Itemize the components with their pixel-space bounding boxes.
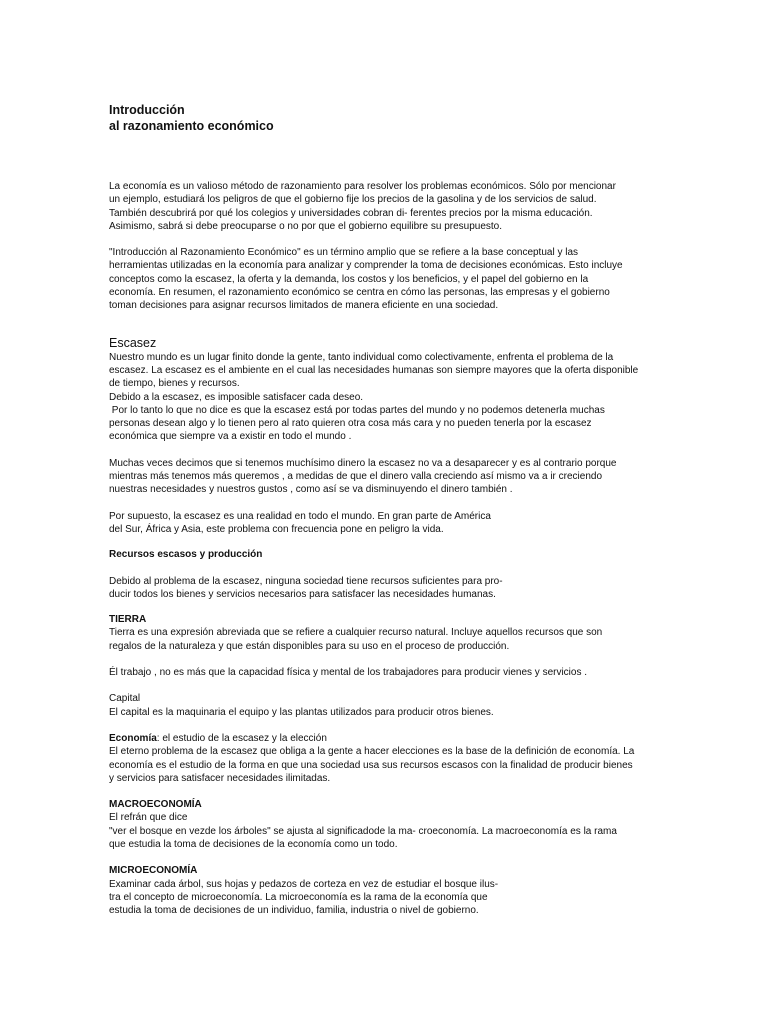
- text-line: escasez. La escasez es el ambiente en el cual las necesidades humanas son siempre mayores que la oferta disponible: [109, 364, 639, 376]
- macroeconomia-paragraph: [109, 811, 657, 851]
- text-line: Por supuesto, la escasez es una realidad en todo el mundo. En gran parte de América: [109, 510, 491, 522]
- text-line: mientras más tenemos más queremos , a medidas de que el dinero valla creciendo así mismo va a ir creciendo: [109, 471, 603, 483]
- economia-heading-rest: : el estudio de la escasez y la elección: [156, 732, 327, 744]
- intro-paragraph-1: [109, 180, 657, 233]
- text-line: El capital es la maquinaria el equipo y las plantas utilizados para producir otros bienes.: [109, 706, 494, 718]
- text-line: toman decisiones para asignar recursos limitados de manera eficiente en una sociedad.: [109, 300, 499, 312]
- text-line: nuestras necesidades y nuestros gustos , como así se va disminuyendo el dinero también .: [109, 484, 513, 496]
- economia-heading-bold: Economía: [109, 732, 157, 744]
- capital-paragraph: [109, 706, 657, 719]
- text-line: El eterno problema de la escasez que obliga a la gente a hacer elecciones es la base de la definición de economía. La: [109, 746, 635, 758]
- text-line: Tierra es una expresión abreviada que se refiere a cualquier recurso natural. Incluye aquellos recursos que son: [109, 627, 603, 639]
- tierra-paragraph-1: [109, 626, 657, 653]
- text-line: Por lo tanto lo que no dice es que la escasez está por todas partes del mundo y no podemos detenerla muchas: [109, 404, 605, 416]
- title-line-1: Introducción: [109, 103, 185, 117]
- text-line: económica que siempre va a existir en todo el mundo .: [109, 431, 352, 443]
- text-line: Debido al problema de la escasez, ninguna sociedad tiene recursos suficientes para pro-: [109, 575, 503, 587]
- recursos-heading: Recursos escasos y producción: [109, 549, 263, 561]
- escasez-heading: Escasez: [109, 335, 157, 350]
- trabajo-paragraph: [109, 666, 657, 679]
- microeconomia-paragraph: [109, 878, 657, 918]
- text-line: economía es el estudio de la forma en que una sociedad usa sus recursos escasos con la finalidad de producir bienes: [109, 759, 633, 771]
- tierra-heading: TIERRA: [109, 614, 147, 626]
- text-line: de tiempo, bienes y recursos.: [109, 378, 240, 390]
- escasez-paragraph-2: [109, 457, 657, 497]
- text-line: del Sur, África y Asia, este problema con frecuencia pone en peligro la vida.: [109, 523, 444, 535]
- text-line: herramientas utilizadas en la economía para analizar y comprender la toma de decisiones económicas. Esto incluye: [109, 260, 623, 272]
- text-line: conceptos como la escasez, la oferta y la demanda, los costos y los beneficios, y el papel del gobierno en la: [109, 273, 589, 285]
- economia-paragraph: [109, 745, 657, 785]
- text-line: regalos de la naturaleza y que están disponibles para su uso en el proceso de producción.: [109, 640, 510, 652]
- intro-paragraph-2: [109, 246, 657, 312]
- text-line: También descubrirá por qué los colegios y universidades cobran di- ferentes precios por la misma educación.: [109, 207, 593, 219]
- text-line: ducir todos los bienes y servicios necesarios para satisfacer las necesidades humanas.: [109, 588, 496, 600]
- capital-heading: Capital: [109, 693, 141, 705]
- economia-heading: [109, 732, 657, 745]
- text-line: estudia la toma de decisiones de un individuo, familia, industria o nivel de gobierno.: [109, 905, 479, 917]
- text-line: La economía es un valioso método de razonamiento para resolver los problemas económicos. Sólo por mencionar: [109, 181, 616, 192]
- document-page: [109, 102, 657, 917]
- macroeconomia-heading: MACROECONOMÍA: [109, 799, 202, 811]
- text-line: Asimismo, sabrá si debe preocuparse o no por que el gobierno equilibre su presupuesto.: [109, 220, 503, 232]
- text-line: Muchas veces decimos que si tenemos muchísimo dinero la escasez no va a desaparecer y es al contrario porque: [109, 457, 617, 469]
- text-line: personas desean algo y lo tienen pero al rato quieren otra cosa más cara y no pueden tenerla por la escasez: [109, 418, 592, 430]
- document-title: [109, 102, 657, 134]
- escasez-paragraph-1: [109, 351, 657, 444]
- text-line: Nuestro mundo es un lugar finito donde la gente, tanto individual como colectivamente, enfrenta el problema de la: [109, 351, 614, 363]
- text-line: El refrán que dice: [109, 812, 188, 824]
- microeconomia-heading: MICROECONOMÍA: [109, 865, 198, 877]
- text-line: "Introducción al Razonamiento Económico" es un término amplio que se refiere a la base conceptual y las: [109, 247, 579, 259]
- recursos-paragraph: [109, 575, 657, 602]
- text-line: "ver el bosque en vezde los árboles" se ajusta al significadode la ma- croeconomía. La macroeconomía es la rama: [109, 825, 617, 837]
- text-line: tra el concepto de microeconomía. La microeconomía es la rama de la economía que: [109, 891, 488, 903]
- text-line: Examinar cada árbol, sus hojas y pedazos de corteza en vez de estudiar el bosque ilus-: [109, 878, 499, 890]
- text-line: y servicios para satisfacer necesidades ilimitadas.: [109, 772, 331, 784]
- text-line: que estudia la toma de decisiones de la economía como un todo.: [109, 838, 398, 850]
- title-line-2: al razonamiento económico: [109, 119, 274, 133]
- escasez-paragraph-3: [109, 510, 657, 537]
- text-line: Él trabajo , no es más que la capacidad física y mental de los trabajadores para producir vienes y servicios .: [109, 667, 588, 679]
- text-line: Debido a la escasez, es imposible satisfacer cada deseo.: [109, 391, 364, 403]
- text-line: un ejemplo, estudiará los peligros de que el gobierno fije los precios de la gasolina y de los servicios de salud.: [109, 194, 597, 206]
- text-line: economía. En resumen, el razonamiento económico se centra en cómo las personas, las empresas y el gobierno: [109, 287, 610, 299]
